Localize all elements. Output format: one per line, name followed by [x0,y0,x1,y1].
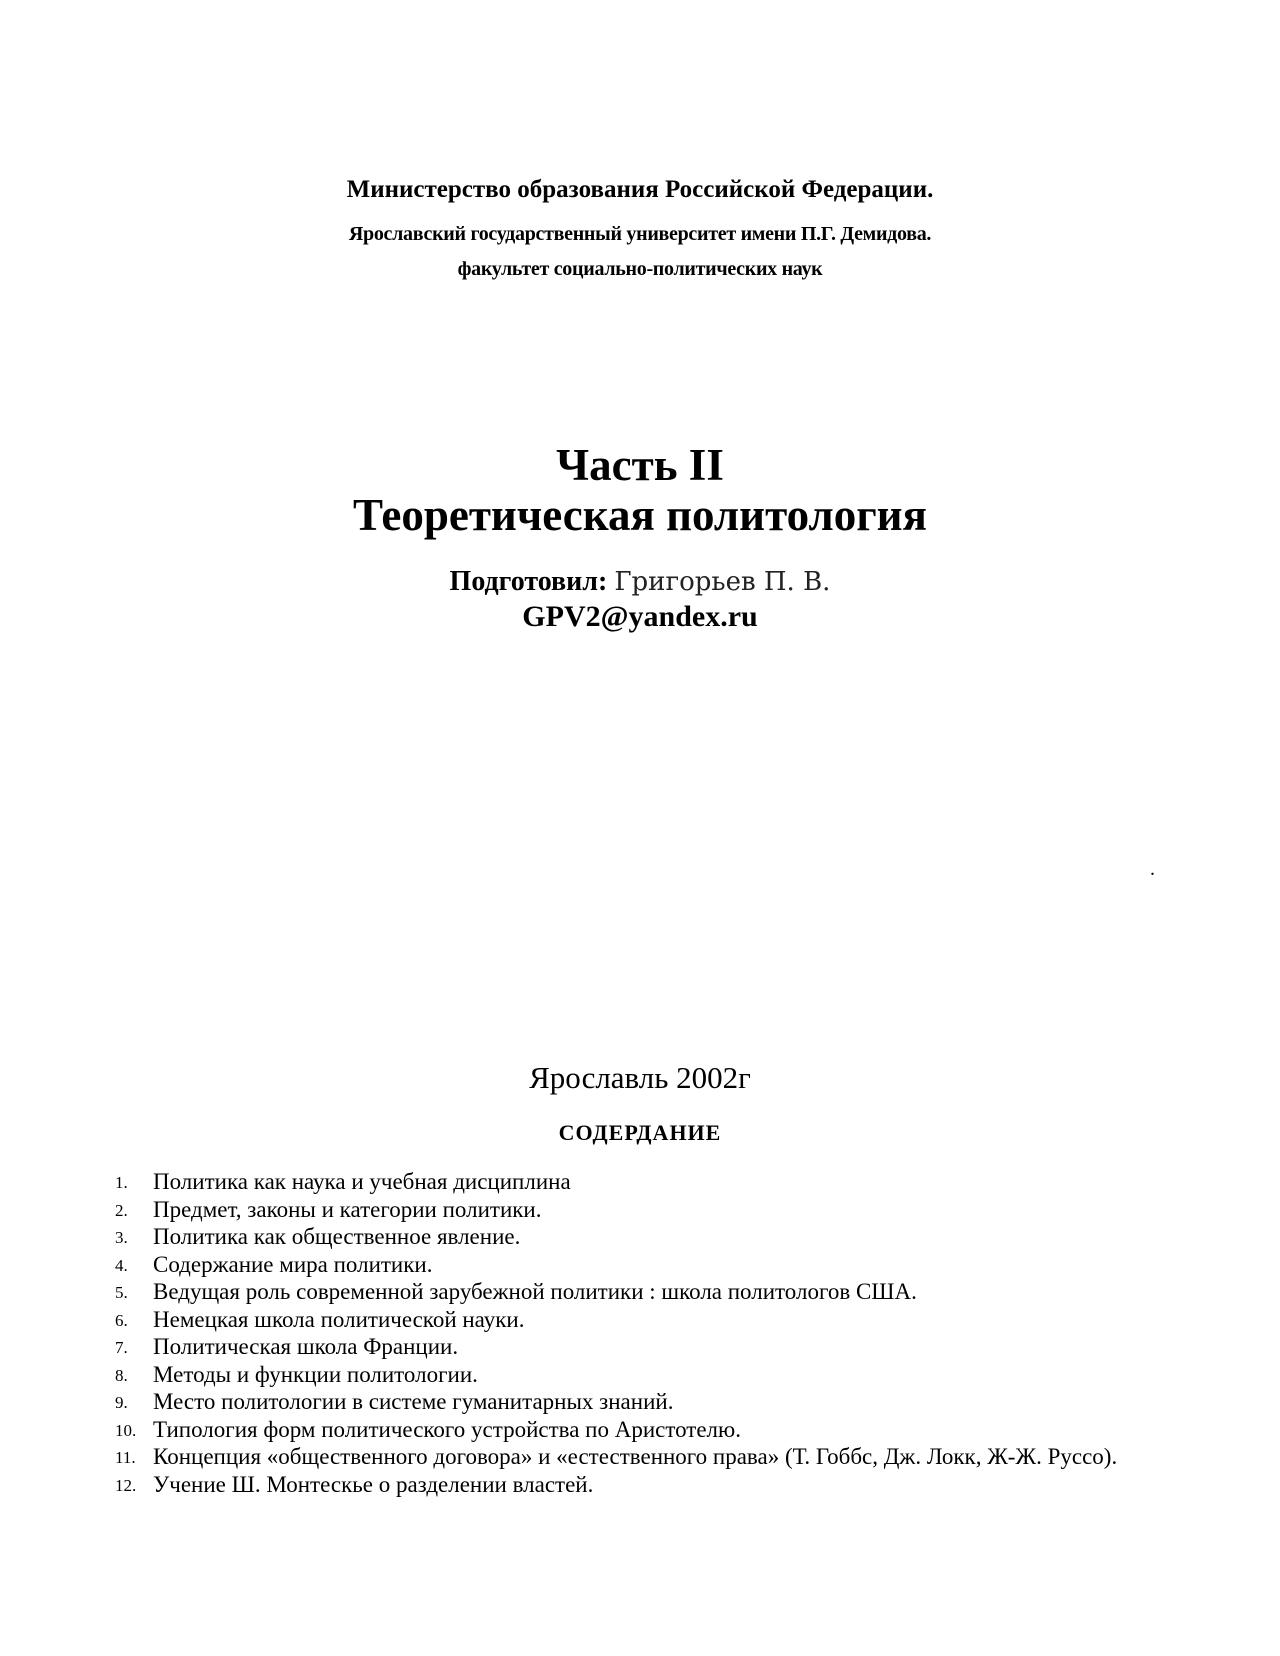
author-line [0,566,1280,598]
part-title: Часть II [556,440,724,490]
toc-item [115,1471,1165,1499]
toc-item-text: Типология форм политического устройства по Аристотелю. [153,1416,741,1442]
faculty-heading: факультет социально-политических наук [457,258,823,280]
toc-item-text: Содержание мира политики. [153,1251,433,1277]
toc-item-text: Немецкая школа политической науки. [153,1306,525,1332]
toc-item [115,1251,1165,1279]
toc-item-number: 7. [115,1338,128,1357]
toc-item [115,1388,1165,1416]
toc-title: СОДЕРДАНИЕ [558,1120,722,1145]
toc-list [115,1168,1165,1498]
toc-item [115,1361,1165,1389]
toc-item-text: Предмет, законы и категории политики. [153,1196,542,1222]
subject-title: Теоретическая политология [353,490,927,540]
toc-item [115,1306,1165,1334]
toc-item [115,1196,1165,1224]
toc-item-number: 12. [115,1475,137,1495]
toc-item-number: 2. [115,1200,128,1220]
toc-item [115,1168,1165,1196]
ministry-heading: Министерство образования Российской Федерации. [346,176,934,203]
toc-item-text: Ведущая роль современной зарубежной политики : школа политологов США. [153,1279,917,1304]
toc-item-number: 3. [115,1228,128,1247]
city-year: Ярославль 2002г [529,1060,751,1095]
toc-item [115,1278,1165,1306]
toc-item-number: 5. [115,1283,128,1302]
toc-item-number: 1. [115,1173,128,1192]
toc-item [115,1443,1165,1471]
toc-item-number: 4. [115,1255,128,1275]
stray-mark: . [1150,858,1155,880]
author-label: Подготовил: [449,566,608,597]
toc-item-text: Учение Ш. Монтескье о разделении властей. [153,1471,594,1497]
toc-item [115,1416,1165,1444]
toc-item-number: 10. [115,1420,137,1440]
author-name: Григорьев П. В. [614,567,831,597]
toc-item-text: Концепция «общественного договора» и «естественного права» (Т. Гоббс, Дж. Локк, Ж-Ж. Руссо). [153,1444,1118,1469]
toc-item-number: 9. [115,1393,128,1412]
toc-item [115,1333,1165,1361]
toc-item-text: Методы и функции политологии. [153,1361,478,1387]
toc-item-number: 11. [115,1448,136,1467]
toc-item [115,1223,1165,1251]
toc-item-text: Политическая школа Франции. [153,1334,459,1359]
toc-item-text: Политика как общественное явление. [153,1224,521,1249]
toc-item-text: Место политологии в системе гуманитарных знаний. [153,1389,674,1414]
author-email: GPV2@yandex.ru [522,600,758,633]
toc-item-number: 8. [115,1365,128,1385]
toc-item-number: 6. [115,1310,128,1330]
university-heading: Ярославский государственный университет имени П.Г. Демидова. [348,223,932,245]
toc-item-text: Политика как наука и учебная дисциплина [153,1169,571,1194]
